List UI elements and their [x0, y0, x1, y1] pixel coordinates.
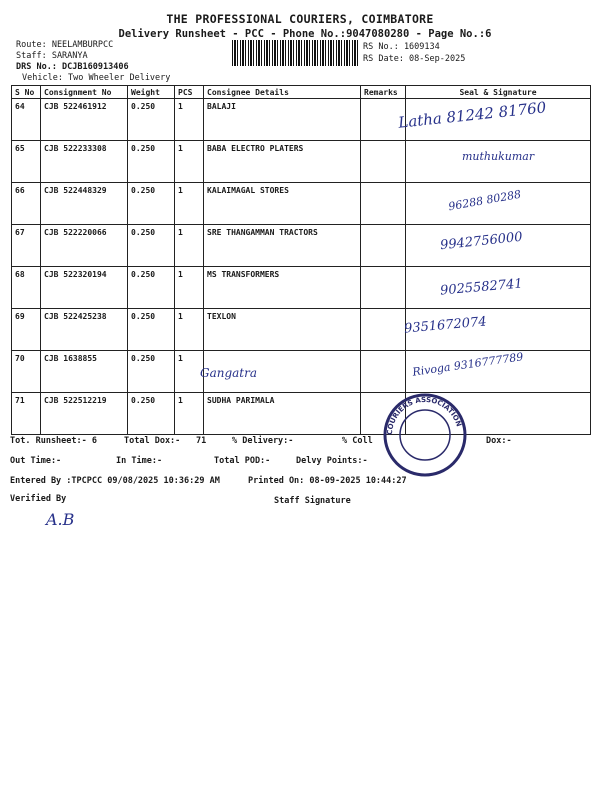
- cell-weight: 0.250: [128, 183, 175, 225]
- cell-consignment: CJB 522461912: [41, 99, 128, 141]
- handwriting-row70-name: Gangatra: [200, 366, 258, 380]
- handwriting-row66: 96288 80288: [447, 187, 523, 214]
- svg-text:COURIERS ASSOCIATION: [386, 396, 463, 435]
- table-row: [12, 393, 591, 435]
- cell-weight: 0.250: [128, 267, 175, 309]
- cell-remarks: [361, 267, 406, 309]
- cell-consignee: MS TRANSFORMERS: [204, 267, 361, 309]
- handwriting-row70-sign: Rivoga 9316777789: [411, 350, 525, 379]
- cell-pcs: 1: [175, 393, 204, 435]
- cell-consignment: CJB 522425238: [41, 309, 128, 351]
- handwriting-row68: 9025582741: [439, 276, 524, 299]
- pct-coll-label: % Coll: [342, 436, 373, 446]
- delvy-points-label: Delvy Points:-: [296, 456, 368, 466]
- runsheet-subtitle: Delivery Runsheet - PCC - Phone No.:9047080280 - Page No.:6: [118, 28, 492, 40]
- tot-runsheet: Tot. Runsheet:- 6: [10, 436, 97, 446]
- header-pcs: PCS: [175, 86, 204, 99]
- cell-weight: 0.250: [128, 393, 175, 435]
- seal-text: COURIERS ASSOCIATION: [385, 395, 463, 436]
- cell-sno: 66: [12, 183, 41, 225]
- barcode: [232, 40, 358, 66]
- cell-pcs: 1: [175, 99, 204, 141]
- cell-consignee: KALAIMAGAL STORES: [204, 183, 361, 225]
- staff-signature-label: Staff Signature: [274, 496, 351, 506]
- cell-sno: 64: [12, 99, 41, 141]
- dox-label: Dox:-: [486, 436, 512, 446]
- cell-consignee: SUDHA PARIMALA: [204, 393, 361, 435]
- entered-by: Entered By :TPCPCC 09/08/2025 10:36:29 AM: [10, 476, 220, 486]
- verified-by: Verified By: [10, 494, 67, 504]
- table-row: [12, 309, 591, 351]
- cell-pcs: 1: [175, 141, 204, 183]
- header-weight: Weight: [128, 86, 175, 99]
- header-sno: S No: [12, 86, 41, 99]
- cell-consignment: CJB 522220066: [41, 225, 128, 267]
- cell-remarks: [361, 309, 406, 351]
- cell-weight: 0.250: [128, 351, 175, 393]
- drs-label: DRS No.: DCJB160913406: [16, 62, 129, 72]
- cell-sno: 71: [12, 393, 41, 435]
- rs-date: RS Date: 08-Sep-2025: [363, 54, 466, 64]
- vehicle-label: Vehicle: Two Wheeler Delivery: [22, 73, 171, 83]
- out-time-label: Out Time:-: [10, 456, 62, 466]
- cell-consignee: SRE THANGAMMAN TRACTORS: [204, 225, 361, 267]
- cell-sno: 68: [12, 267, 41, 309]
- total-dox-value: 71: [196, 436, 207, 446]
- in-time-label: In Time:-: [116, 456, 163, 466]
- cell-weight: 0.250: [128, 309, 175, 351]
- table-header-row: [12, 86, 591, 99]
- cell-consignee: BALAJI: [204, 99, 361, 141]
- route-label: Route: NEELAMBURPCC: [16, 40, 114, 50]
- cell-pcs: 1: [175, 267, 204, 309]
- cell-pcs: 1: [175, 351, 204, 393]
- handwriting-row64: Latha 81242 81760: [397, 98, 548, 132]
- pct-delivery-label: % Delivery:-: [232, 436, 294, 446]
- cell-weight: 0.250: [128, 141, 175, 183]
- header-remarks: Remarks: [361, 86, 406, 99]
- handwriting-row65: muthukumar: [462, 150, 535, 163]
- printed-on: Printed On: 08-09-2025 10:44:27: [248, 476, 407, 486]
- staff-label: Staff: SARANYA: [16, 51, 88, 61]
- cell-sno: 70: [12, 351, 41, 393]
- company-title: THE PROFESSIONAL COURIERS, COIMBATORE: [166, 12, 434, 26]
- cell-sno: 69: [12, 309, 41, 351]
- header-seal: Seal & Signature: [406, 86, 591, 99]
- cell-remarks: [361, 225, 406, 267]
- handwriting-row69: 9351672074: [403, 314, 488, 337]
- cell-sno: 65: [12, 141, 41, 183]
- total-pod-label: Total POD:-: [214, 456, 271, 466]
- cell-pcs: 1: [175, 225, 204, 267]
- cell-consignment: CJB 522512219: [41, 393, 128, 435]
- cell-consignment: CJB 522448329: [41, 183, 128, 225]
- runsheet-table: [11, 85, 591, 435]
- cell-pcs: 1: [175, 309, 204, 351]
- cell-consignment: CJB 522233308: [41, 141, 128, 183]
- cell-remarks: [361, 141, 406, 183]
- cell-remarks: [361, 183, 406, 225]
- cell-sno: 67: [12, 225, 41, 267]
- cell-consignee: BABA ELECTRO PLATERS: [204, 141, 361, 183]
- cell-consignee: TEXLON: [204, 309, 361, 351]
- rs-no: RS No.: 1609134: [363, 42, 440, 52]
- header-consignment: Consignment No: [41, 86, 128, 99]
- cell-remarks: [361, 351, 406, 393]
- courier-seal: [380, 390, 470, 480]
- cell-consignment: CJB 522320194: [41, 267, 128, 309]
- cell-pcs: 1: [175, 183, 204, 225]
- total-dox-label: Total Dox:-: [124, 436, 181, 446]
- verifier-initials: A.B: [46, 510, 75, 529]
- cell-weight: 0.250: [128, 99, 175, 141]
- cell-consignment: CJB 1638855: [41, 351, 128, 393]
- handwriting-row67: 9942756000: [439, 229, 524, 254]
- header-consignee: Consignee Details: [204, 86, 361, 99]
- cell-weight: 0.250: [128, 225, 175, 267]
